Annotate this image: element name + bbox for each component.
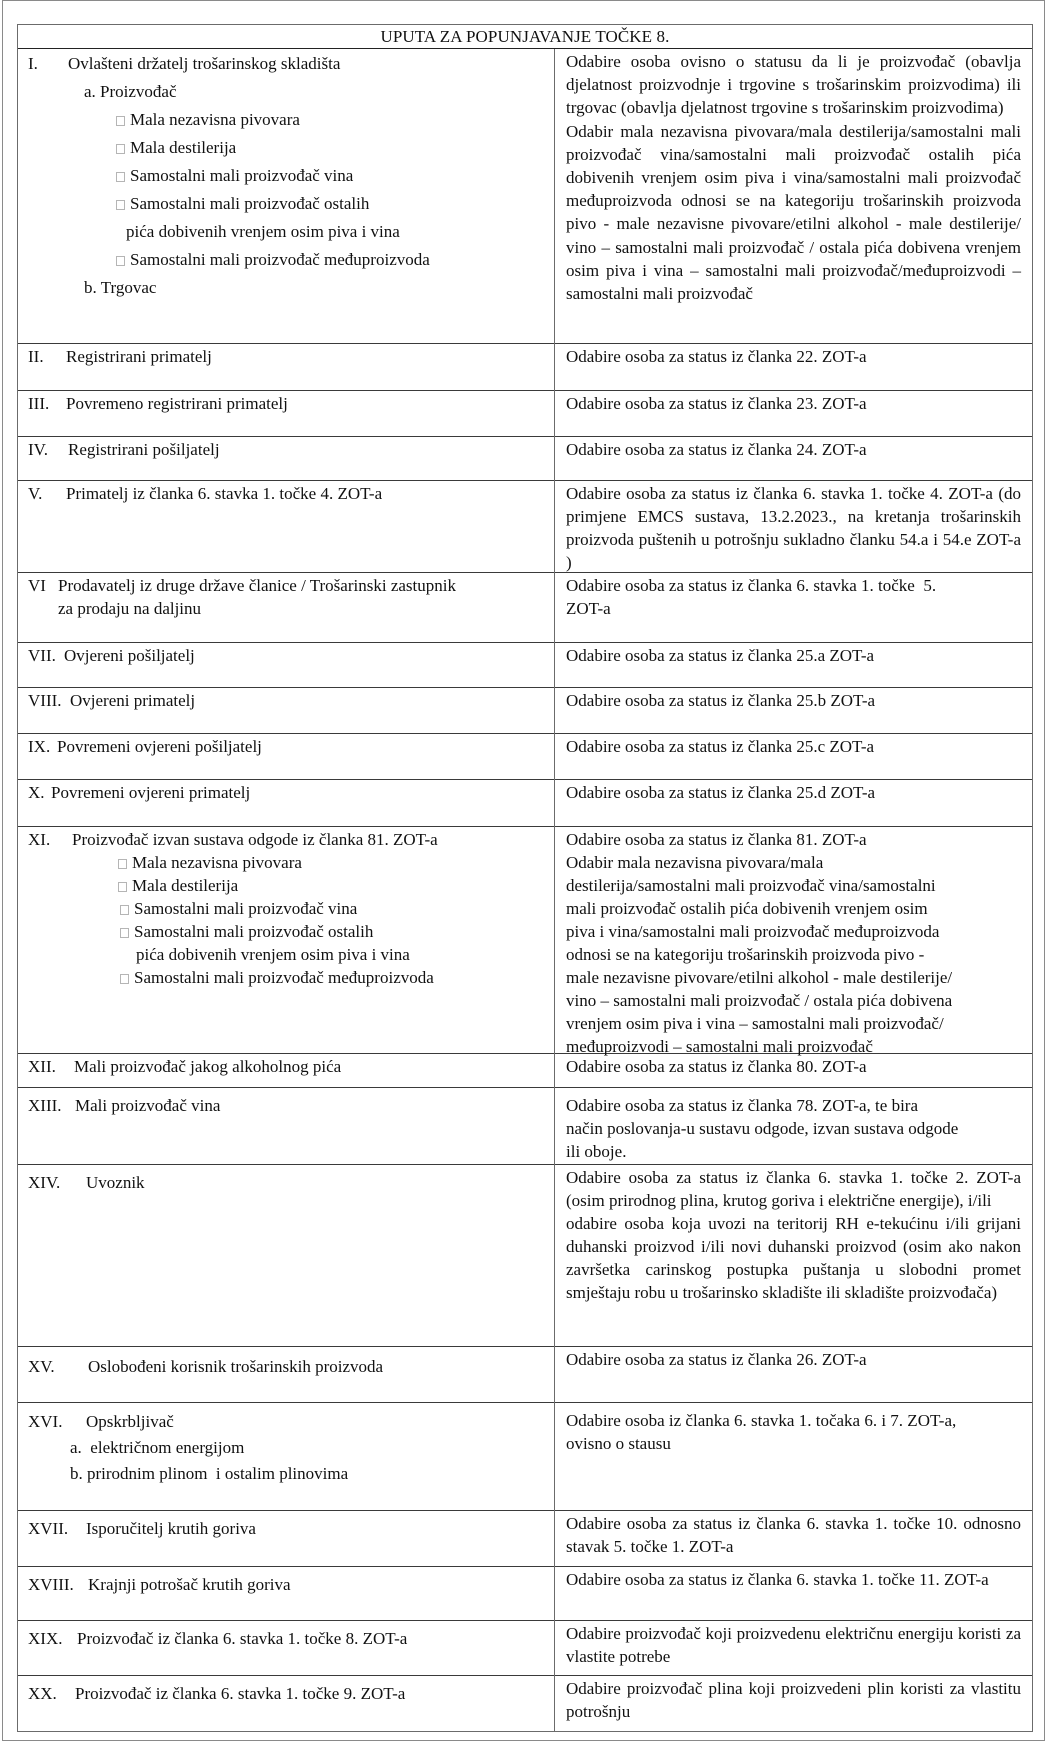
- row-label: Povremeni ovjereni pošiljatelj: [57, 737, 262, 756]
- row-description: Odabire osoba za status iz članka 25.a ZOT-a: [566, 646, 875, 665]
- row-description: Odabire osoba za status iz članka 25.d ZOT-a: [566, 783, 876, 802]
- table-row-xiv: [18, 1165, 1032, 1347]
- table-row-vii: [18, 643, 1032, 688]
- row-numeral: XIII.: [28, 1096, 62, 1115]
- row-description-continuation: ZOT-a: [566, 599, 611, 618]
- table-row-xviii: [18, 1567, 1032, 1621]
- row-label: Povremeni ovjereni primatelj: [51, 783, 251, 802]
- checkbox-icon[interactable]: [116, 172, 125, 182]
- row-label: Proizvođač iz članka 6. stavka 1. točke 8. ZOT-a: [77, 1629, 408, 1648]
- row-numeral: XIX.: [28, 1629, 63, 1648]
- table-row-v: [18, 481, 1032, 573]
- table-row-iv: [18, 437, 1032, 481]
- row-label: Oslobođeni korisnik trošarinskih proizvoda: [88, 1357, 384, 1376]
- row-label: Proizvođač iz članka 6. stavka 1. točke 9. ZOT-a: [75, 1684, 406, 1703]
- row-numeral: X.: [28, 783, 45, 802]
- row-label: Primatelj iz članka 6. stavka 1. točke 4. ZOT-a: [66, 484, 383, 503]
- table-row-iii: [18, 391, 1032, 437]
- row-label: Krajnji potrošač krutih goriva: [88, 1575, 291, 1594]
- instructions-table: [17, 24, 1033, 1732]
- checkbox-option-continuation: pića dobivenih vrenjem osim piva i vina: [126, 222, 400, 241]
- checkbox-option[interactable]: Samostalni mali proizvođač vina: [28, 897, 548, 920]
- row-numeral: XII.: [28, 1057, 56, 1076]
- row-numeral: I.: [28, 54, 38, 73]
- checkbox-icon[interactable]: [120, 974, 129, 984]
- row-numeral: VI: [28, 576, 46, 595]
- table-row-xi: [18, 827, 1032, 1054]
- row-description: odabire osoba koja uvozi na teritorij RH e-tekućinu i/ili grijani duhanski proizvod i/ili novi duhanski proizvod (osim ako nakon završetka carinskog postupka puštanja u slobodni promet smještaju robu u trošarinsko skladište ili skladište proizvođača): [566, 1214, 1021, 1302]
- row-description: Odabire osoba za status iz članka 6. stavka 1. točke 11. ZOT-a: [566, 1570, 989, 1589]
- row-description: Odabire osoba za status iz članka 25.b ZOT-a: [566, 691, 876, 710]
- row-numeral: XVI.: [28, 1412, 63, 1431]
- row-label: Mali proizvođač vina: [75, 1096, 221, 1115]
- row-description: Odabire osoba za status iz članka 80. ZOT-a: [566, 1057, 867, 1076]
- row-label: Ovjereni pošiljatelj: [64, 646, 195, 665]
- row-numeral: IV.: [28, 440, 48, 459]
- checkbox-option[interactable]: Samostalni mali proizvođač međuproizvoda: [28, 966, 548, 989]
- checkbox-icon[interactable]: [116, 144, 125, 154]
- row-description: Odabire osoba za status iz članka 6. stavka 1. točke 4. ZOT-a (do primjene EMCS sustava, 13.2.2023., na kretanja trošarinskih proizvoda puštenih u potrošnju sukladno članku 54.a i 54.e ZOT-a ): [566, 484, 1021, 572]
- row-numeral: XI.: [28, 830, 51, 849]
- row-numeral: V.: [28, 484, 43, 503]
- row-label: Isporučitelj krutih goriva: [86, 1519, 256, 1538]
- row-description: Odabire osoba za status iz članka 6. stavka 1. točke 10. odnosno stavak 5. točke 1. ZOT-a: [566, 1514, 1021, 1556]
- row-numeral: XVII.: [28, 1519, 69, 1538]
- checkbox-icon[interactable]: [120, 905, 129, 915]
- checkbox-option[interactable]: Samostalni mali proizvođač međuproizvoda: [28, 246, 548, 274]
- row-description: Odabire osoba za status iz članka 22. ZOT-a: [566, 347, 867, 366]
- checkbox-icon[interactable]: [118, 859, 127, 869]
- sub-item-b: b. prirodnim plinom i ostalim plinovima: [70, 1464, 349, 1483]
- row-description: Odabire proizvođač plina koji proizvedeni plin koristi za vlastitu potrošnju: [566, 1679, 1021, 1721]
- row-description: Odabire osoba za status iz članka 26. ZOT-a: [566, 1350, 867, 1369]
- table-row-ii: [18, 344, 1032, 391]
- row-label: Prodavatelj iz druge države članice / Trošarinski zastupnik: [58, 576, 456, 595]
- table-row-xv: [18, 1347, 1032, 1403]
- checkbox-option[interactable]: Mala nezavisna pivovara: [28, 106, 548, 134]
- row-label: Proizvođač izvan sustava odgode iz članka 81. ZOT-a: [72, 830, 438, 849]
- row-label-continuation: za prodaju na daljinu: [58, 599, 202, 618]
- row-description: Odabire proizvođač koji proizvedenu električnu energiju koristi za vlastite potrebe: [566, 1624, 1021, 1666]
- row-description: Odabire osoba za status iz članka 78. ZOT-a, te bira način poslovanja-u sustavu odgode, izvan sustava odgode ili oboje.: [566, 1096, 959, 1161]
- table-row-xx: [18, 1676, 1032, 1732]
- row-description: Odabire osoba za status iz članka 6. stavka 1. točke 5.: [566, 576, 937, 595]
- table-title: UPUTA ZA POPUNJAVANJE TOČKE 8.: [18, 25, 1032, 49]
- row-numeral: XIV.: [28, 1173, 61, 1192]
- row-description: Odabire osoba za status iz članka 23. ZOT-a: [566, 394, 867, 413]
- row-description: Odabire osoba iz članka 6. stavka 1. točaka 6. i 7. ZOT-a, ovisno o stausu: [566, 1411, 957, 1453]
- checkbox-option[interactable]: Samostalni mali proizvođač ostalih: [28, 190, 548, 218]
- row-description-cell: [566, 1166, 1021, 1304]
- table-row-x: [18, 780, 1032, 827]
- checkbox-icon[interactable]: [116, 116, 125, 126]
- row-numeral: XX.: [28, 1684, 57, 1703]
- row-label-cell: [28, 50, 548, 302]
- checkbox-option[interactable]: Samostalni mali proizvođač ostalih: [28, 920, 548, 943]
- row-numeral: VIII.: [28, 691, 62, 710]
- sub-item-b: b. Trgovac: [84, 278, 157, 297]
- row-numeral: XVIII.: [28, 1575, 74, 1594]
- sub-item-a: a. Proizvođač: [84, 82, 177, 101]
- checkbox-icon[interactable]: [116, 256, 125, 266]
- checkbox-icon[interactable]: [118, 882, 127, 892]
- row-label: Registrirani primatelj: [66, 347, 212, 366]
- checkbox-option[interactable]: Mala destilerija: [28, 134, 548, 162]
- table-row-vi: [18, 573, 1032, 643]
- row-label: Povremeno registrirani primatelj: [66, 394, 288, 413]
- table-row-xvii: [18, 1511, 1032, 1567]
- table-row-xiii: [18, 1088, 1032, 1165]
- row-description: Odabire osoba za status iz članka 81. ZOT-a Odabir mala nezavisna pivovara/mala destilerija/samostalni mali proizvođač vina/samostalni mali proizvođač ostalih pića dobivenih vrenjem osim piva i vina/samostalni mali proizvođač međuproizvoda odnosi se na kategoriju trošarinskih proizvoda pivo - male nezavisne pivovare/etilni alkohol - male destilerije/ vino – samostalni mali proizvođač / ostala pića dobivena vrenjem osim piva i vina – samostalni mali proizvođač/ međuproizvodi – samostalni mali proizvođač: [566, 830, 953, 1056]
- row-label: Opskrbljivač: [86, 1412, 174, 1431]
- column-divider: [554, 49, 555, 1731]
- table-row-i: [18, 49, 1032, 344]
- checkbox-icon[interactable]: [120, 928, 129, 938]
- row-numeral: VII.: [28, 646, 56, 665]
- table-row-xii: [18, 1054, 1032, 1088]
- row-label: Ovlašteni držatelj trošarinskog skladišta: [68, 54, 341, 73]
- row-label: Ovjereni primatelj: [70, 691, 196, 710]
- table-row-xix: [18, 1621, 1032, 1676]
- checkbox-icon[interactable]: [116, 200, 125, 210]
- row-label: Registrirani pošiljatelj: [68, 440, 220, 459]
- table-row-ix: [18, 734, 1032, 780]
- checkbox-option[interactable]: Samostalni mali proizvođač vina: [28, 162, 548, 190]
- row-label: Mali proizvođač jakog alkoholnog pića: [74, 1057, 342, 1076]
- row-description-cell: [566, 50, 1021, 305]
- row-description: Odabir mala nezavisna pivovara/mala destilerija/samostalni mali proizvođač vina/samostalni mali proizvođač ostalih pića dobivenih vrenjem osim piva i vina/samostalni mali proizvođač međuproizvoda odnosi se na kategoriju trošarinskih proizvoda pivo - male nezavisne pivovare/etilni alkohol - male destilerije/ vino – samostalni mali proizvođač / ostala pića dobivena vrenjem osim piva i vina – samostalni mali proizvođač/međuproizvodi – samostalni mali proizvođač: [566, 121, 1021, 304]
- table-row-xvi: [18, 1403, 1032, 1511]
- checkbox-option[interactable]: Mala nezavisna pivovara: [28, 851, 548, 874]
- sub-item-a: a. električnom energijom: [70, 1438, 245, 1457]
- row-description: Odabire osoba za status iz članka 24. ZOT-a: [566, 440, 867, 459]
- row-numeral: IX.: [28, 737, 51, 756]
- checkbox-option-continuation: pića dobivenih vrenjem osim piva i vina: [136, 945, 410, 964]
- row-description: Odabire osoba za status iz članka 6. stavka 1. točke 2. ZOT-a (osim prirodnog plina, krutog goriva i električne energije), i/ili: [566, 1168, 1021, 1210]
- row-label: Uvoznik: [86, 1173, 145, 1192]
- row-description: Odabire osoba ovisno o statusu da li je proizvođač (obavlja djelatnost proizvodnje i trgovine s trošarinskim proizvodima) ili trgovac (obavlja djelatnost trgovine s trošarinskim proizvodima): [566, 52, 1021, 118]
- row-description: Odabire osoba za status iz članka 25.c ZOT-a: [566, 737, 875, 756]
- checkbox-option[interactable]: Mala destilerija: [28, 874, 548, 897]
- row-numeral: XV.: [28, 1357, 55, 1376]
- table-row-viii: [18, 688, 1032, 734]
- row-numeral: III.: [28, 394, 50, 413]
- row-numeral: II.: [28, 347, 44, 366]
